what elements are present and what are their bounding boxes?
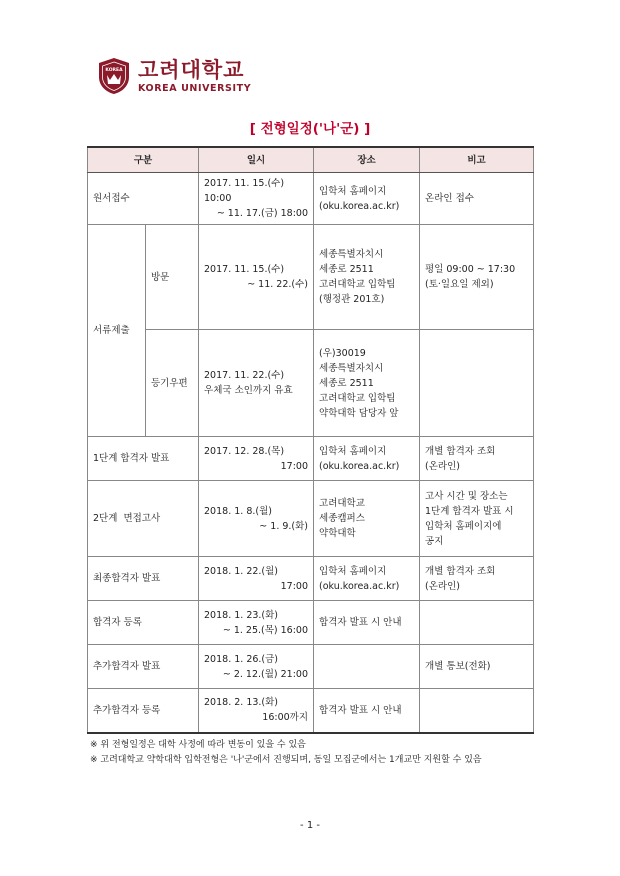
row-datetime: 2018. 1. 22.(월) 17:00: [199, 557, 314, 601]
row-place: 입학처 홈페이지 (oku.korea.ac.kr): [314, 437, 420, 481]
page-number: - 1 -: [300, 820, 320, 831]
row-note: [420, 330, 534, 437]
row-label: 최종합격자 발표: [88, 557, 199, 601]
table-header-row: [88, 147, 534, 173]
row-place: 합격자 발표 시 안내: [314, 601, 420, 645]
table-row: [88, 689, 534, 733]
row-place: 입학처 홈페이지 (oku.korea.ac.kr): [314, 173, 420, 225]
university-seal-icon: [96, 57, 132, 95]
row-place: 세종특별자치시 세종로 2511 고려대학교 입학팀 (행정관 201호): [314, 225, 420, 330]
row-note: [420, 601, 534, 645]
row-note: [420, 689, 534, 733]
row-place: [314, 645, 420, 689]
row-place: (우)30019 세종특별자치시 세종로 2511 고려대학교 입학팀 약학대학 담당자 앞: [314, 330, 420, 437]
row-note: 개별 통보(전화): [420, 645, 534, 689]
row-sublabel: 등기우편: [146, 330, 199, 437]
footnote-item: ※ 고려대학교 약학대학 입학전형은 '나'군에서 진행되며, 동일 모집군에서는 1개교만 지원할 수 있음: [90, 755, 482, 765]
row-note: 개별 합격자 조회 (온라인): [420, 437, 534, 481]
row-place: 합격자 발표 시 안내: [314, 689, 420, 733]
row-datetime: 2017. 12. 28.(목) 17:00: [199, 437, 314, 481]
row-datetime: 2018. 1. 23.(화) ~ 1. 25.(목) 16:00: [199, 601, 314, 645]
header-datetime: 일시: [199, 147, 314, 173]
row-datetime: 2017. 11. 22.(수) 우체국 소인까지 유효: [199, 330, 314, 437]
logo-korean-name: 고려대학교: [138, 57, 245, 82]
row-datetime: 2017. 11. 15.(수) 10:00 ~ 11. 17.(금) 18:00: [199, 173, 314, 225]
row-datetime: 2017. 11. 15.(수) ~ 11. 22.(수): [199, 225, 314, 330]
row-datetime: 2018. 1. 26.(금) ~ 2. 12.(월) 21:00: [199, 645, 314, 689]
university-logo: [96, 57, 251, 95]
table-row: [88, 645, 534, 689]
row-place: 고려대학교 세종캠퍼스 약학대학: [314, 481, 420, 557]
logo-english-name: KOREA UNIVERSITY: [138, 82, 252, 94]
row-place: 입학처 홈페이지 (oku.korea.ac.kr): [314, 557, 420, 601]
table-row: [88, 330, 534, 437]
row-note: 온라인 접수: [420, 173, 534, 225]
row-label: 서류제출: [88, 225, 146, 437]
row-label: 2단계 면접고사: [88, 481, 199, 557]
row-label: 1단계 합격자 발표: [88, 437, 199, 481]
seal-text: KOREA: [105, 68, 123, 73]
page-title: [ 전형일정('나'군) ]: [249, 121, 371, 137]
admission-schedule-table: [87, 146, 534, 734]
row-label: 추가합격자 등록: [88, 689, 199, 733]
header-place: 장소: [314, 147, 420, 173]
row-label: 원서접수: [88, 173, 199, 225]
header-remarks: 비고: [420, 147, 534, 173]
row-datetime: 2018. 1. 8.(월) ~ 1. 9.(화): [199, 481, 314, 557]
table-row: [88, 601, 534, 645]
row-label: 합격자 등록: [88, 601, 199, 645]
table-row: [88, 437, 534, 481]
footnote-item: ※ 위 전형일정은 대학 사정에 따라 변동이 있을 수 있음: [90, 740, 306, 750]
row-sublabel: 방문: [146, 225, 199, 330]
row-label: 추가합격자 발표: [88, 645, 199, 689]
table-row: [88, 225, 534, 330]
header-category: 구분: [88, 147, 199, 173]
row-datetime: 2018. 2. 13.(화) 16:00까지: [199, 689, 314, 733]
row-note: 고사 시간 및 장소는 1단계 합격자 발표 시 입학처 홈페이지에 공지: [420, 481, 534, 557]
table-row: [88, 481, 534, 557]
row-note: 평일 09:00 ~ 17:30 (토·일요일 제외): [420, 225, 534, 330]
table-row: [88, 557, 534, 601]
row-note: 개별 합격자 조회 (온라인): [420, 557, 534, 601]
table-row: [88, 173, 534, 225]
footnotes: [90, 738, 482, 768]
